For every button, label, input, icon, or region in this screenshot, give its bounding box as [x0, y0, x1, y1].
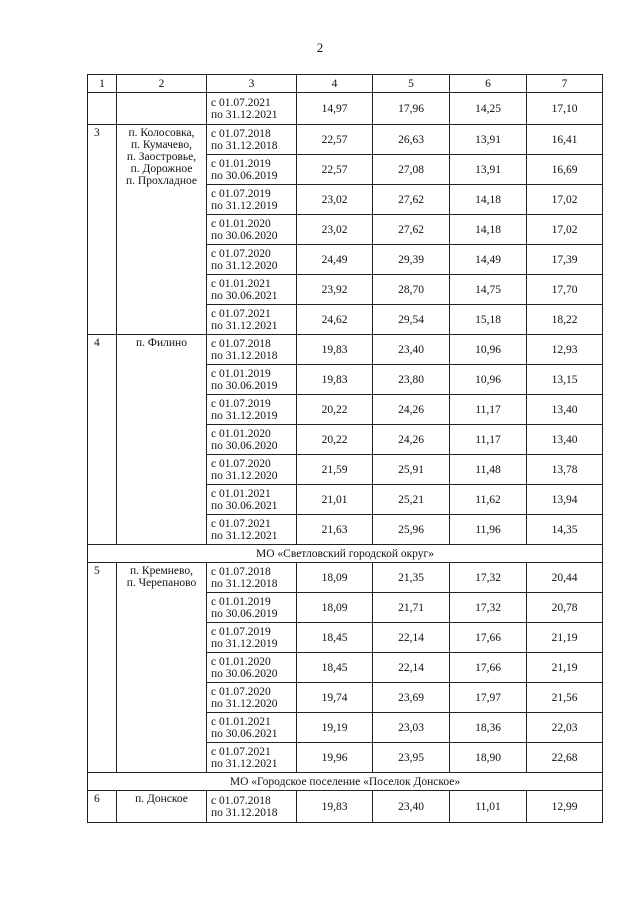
tariff-value: 16,69: [527, 155, 603, 185]
tariff-value: 14,25: [450, 93, 527, 125]
settlement-line: п. Колосовка,: [128, 127, 195, 139]
period-cell: [207, 185, 297, 215]
period-cell: [207, 791, 297, 823]
column-header: 2: [117, 75, 207, 93]
tariff-value: 23,80: [373, 365, 450, 395]
table-row: [88, 93, 603, 125]
period-to: по 31.12.2021: [211, 319, 278, 332]
tariff-value: 23,02: [297, 185, 373, 215]
period-from: с 01.01.2021: [211, 277, 271, 290]
tariff-value: 21,01: [297, 485, 373, 515]
section-row: [88, 545, 603, 563]
tariff-value: 11,17: [450, 425, 527, 455]
tariff-value: 24,26: [373, 395, 450, 425]
period-to: по 30.06.2020: [211, 439, 278, 452]
tariff-value: 23,69: [373, 683, 450, 713]
tariff-value: 23,40: [373, 791, 450, 823]
tariff-value: 17,66: [450, 623, 527, 653]
tariff-value: 11,17: [450, 395, 527, 425]
table-row: [88, 563, 603, 593]
period-to: по 31.12.2018: [211, 577, 278, 590]
period-from: с 01.01.2020: [211, 427, 271, 440]
row-number: 5: [88, 563, 117, 773]
period-from: с 01.07.2018: [211, 794, 271, 807]
tariff-value: 23,95: [373, 743, 450, 773]
period-from: с 01.07.2021: [211, 96, 271, 109]
tariff-value: 17,39: [527, 245, 603, 275]
tariff-value: 27,62: [373, 185, 450, 215]
tariff-value: 19,83: [297, 791, 373, 823]
tariff-value: 16,41: [527, 125, 603, 155]
tariff-value: 25,91: [373, 455, 450, 485]
period-to: по 31.12.2018: [211, 349, 278, 362]
column-header: 5: [373, 75, 450, 93]
tariff-value: 27,08: [373, 155, 450, 185]
column-header: 3: [207, 75, 297, 93]
tariff-value: 23,40: [373, 335, 450, 365]
tariff-value: 22,03: [527, 713, 603, 743]
tariff-value: 19,19: [297, 713, 373, 743]
tariff-value: 22,14: [373, 623, 450, 653]
tariff-value: 21,63: [297, 515, 373, 545]
tariff-value: 13,78: [527, 455, 603, 485]
period-from: с 01.07.2018: [211, 565, 271, 578]
period-cell: [207, 335, 297, 365]
period-from: с 01.07.2021: [211, 745, 271, 758]
period-cell: [207, 425, 297, 455]
tariff-value: 18,45: [297, 623, 373, 653]
period-cell: [207, 125, 297, 155]
period-cell: [207, 713, 297, 743]
period-from: с 01.07.2018: [211, 337, 271, 350]
tariff-value: 17,02: [527, 215, 603, 245]
tariff-value: 21,35: [373, 563, 450, 593]
period-from: с 01.01.2020: [211, 217, 271, 230]
period-cell: [207, 93, 297, 125]
row-number: 6: [88, 791, 117, 823]
period-to: по 31.12.2021: [211, 529, 278, 542]
period-to: по 30.06.2020: [211, 667, 278, 680]
period-cell: [207, 395, 297, 425]
period-from: с 01.01.2021: [211, 715, 271, 728]
period-to: по 30.06.2019: [211, 607, 278, 620]
tariff-value: 11,62: [450, 485, 527, 515]
period-to: по 30.06.2019: [211, 169, 278, 182]
period-to: по 31.12.2019: [211, 637, 278, 650]
tariff-value: 22,57: [297, 125, 373, 155]
period-to: по 31.12.2020: [211, 259, 278, 272]
period-cell: [207, 305, 297, 335]
tariff-value: 24,49: [297, 245, 373, 275]
period-cell: [207, 365, 297, 395]
period-to: по 31.12.2020: [211, 697, 278, 710]
tariff-value: 19,96: [297, 743, 373, 773]
period-to: по 30.06.2021: [211, 727, 278, 740]
tariff-value: 21,71: [373, 593, 450, 623]
header-row: [88, 75, 603, 93]
period-from: с 01.01.2019: [211, 595, 271, 608]
period-to: по 31.12.2019: [211, 409, 278, 422]
column-header: 4: [297, 75, 373, 93]
tariff-value: 14,75: [450, 275, 527, 305]
tariff-value: 18,09: [297, 593, 373, 623]
period-to: по 31.12.2018: [211, 806, 278, 819]
settlement-name: [117, 563, 207, 773]
tariff-value: 20,78: [527, 593, 603, 623]
period-from: с 01.07.2020: [211, 247, 271, 260]
table-row: [88, 125, 603, 155]
period-cell: [207, 215, 297, 245]
tariff-value: 19,83: [297, 335, 373, 365]
tariff-value: 20,22: [297, 425, 373, 455]
tariff-value: 14,35: [527, 515, 603, 545]
period-cell: [207, 653, 297, 683]
period-to: по 30.06.2021: [211, 289, 278, 302]
tariff-value: 28,70: [373, 275, 450, 305]
tariff-value: 11,01: [450, 791, 527, 823]
period-cell: [207, 275, 297, 305]
period-cell: [207, 245, 297, 275]
tariff-value: 20,44: [527, 563, 603, 593]
tariff-value: 22,68: [527, 743, 603, 773]
settlement-line: п. Прохладное: [125, 175, 198, 187]
settlement-name: [117, 335, 207, 545]
period-cell: [207, 593, 297, 623]
tariff-value: 18,09: [297, 563, 373, 593]
tariff-value: 15,18: [450, 305, 527, 335]
column-header: 7: [527, 75, 603, 93]
tariff-value: 21,19: [527, 653, 603, 683]
tariff-value: 13,91: [450, 155, 527, 185]
tariff-value: 17,32: [450, 593, 527, 623]
section-title: МО «Городское поселение «Поселок Донское»: [88, 773, 603, 791]
settlement-line: п. Филино: [136, 337, 187, 349]
table-row: [88, 335, 603, 365]
settlement-line: п. Заостровье,: [126, 151, 197, 163]
tariff-value: 24,62: [297, 305, 373, 335]
tariff-value: 18,45: [297, 653, 373, 683]
period-to: по 30.06.2019: [211, 379, 278, 392]
tariff-value: 17,66: [450, 653, 527, 683]
period-from: с 01.01.2020: [211, 655, 271, 668]
tariff-value: 10,96: [450, 335, 527, 365]
tariff-value: 19,74: [297, 683, 373, 713]
period-cell: [207, 743, 297, 773]
period-to: по 31.12.2021: [211, 108, 278, 121]
tariff-value: 17,10: [527, 93, 603, 125]
tariff-value: 21,19: [527, 623, 603, 653]
period-cell: [207, 563, 297, 593]
tariff-value: 27,62: [373, 215, 450, 245]
column-header: 1: [88, 75, 117, 93]
tariff-table: [87, 74, 603, 823]
tariff-value: 22,14: [373, 653, 450, 683]
section-row: [88, 773, 603, 791]
period-from: с 01.07.2019: [211, 187, 271, 200]
tariff-value: 13,91: [450, 125, 527, 155]
period-to: по 31.12.2018: [211, 139, 278, 152]
tariff-value: 23,03: [373, 713, 450, 743]
period-from: с 01.07.2019: [211, 397, 271, 410]
tariff-value: 12,93: [527, 335, 603, 365]
tariff-value: 25,21: [373, 485, 450, 515]
tariff-value: 14,18: [450, 185, 527, 215]
tariff-value: 29,39: [373, 245, 450, 275]
period-to: по 31.12.2021: [211, 757, 278, 770]
tariff-value: 18,90: [450, 743, 527, 773]
row-number: [88, 93, 117, 125]
tariff-value: 19,83: [297, 365, 373, 395]
tariff-value: 17,02: [527, 185, 603, 215]
period-cell: [207, 683, 297, 713]
tariff-value: 11,96: [450, 515, 527, 545]
tariff-value: 10,96: [450, 365, 527, 395]
tariff-value: 13,15: [527, 365, 603, 395]
period-cell: [207, 515, 297, 545]
period-from: с 01.07.2018: [211, 127, 271, 140]
period-from: с 01.07.2019: [211, 625, 271, 638]
period-cell: [207, 455, 297, 485]
tariff-value: 22,57: [297, 155, 373, 185]
period-from: с 01.07.2021: [211, 307, 271, 320]
section-title: МО «Светловский городской округ»: [88, 545, 603, 563]
tariff-value: 13,94: [527, 485, 603, 515]
tariff-value: 13,40: [527, 395, 603, 425]
row-number: 3: [88, 125, 117, 335]
tariff-value: 17,96: [373, 93, 450, 125]
tariff-value: 26,63: [373, 125, 450, 155]
tariff-value: 17,32: [450, 563, 527, 593]
settlement-line: п. Донское: [135, 793, 188, 805]
tariff-value: 11,48: [450, 455, 527, 485]
tariff-value: 20,22: [297, 395, 373, 425]
period-to: по 31.12.2020: [211, 469, 278, 482]
period-cell: [207, 485, 297, 515]
period-from: с 01.01.2021: [211, 487, 271, 500]
settlement-name: [117, 93, 207, 125]
tariff-value: 21,56: [527, 683, 603, 713]
table-row: [88, 791, 603, 823]
tariff-value: 13,40: [527, 425, 603, 455]
tariff-value: 12,99: [527, 791, 603, 823]
period-from: с 01.07.2020: [211, 685, 271, 698]
tariff-value: 21,59: [297, 455, 373, 485]
tariff-value: 18,36: [450, 713, 527, 743]
period-to: по 31.12.2019: [211, 199, 278, 212]
tariff-value: 17,70: [527, 275, 603, 305]
tariff-value: 14,97: [297, 93, 373, 125]
page-number: 2: [316, 40, 324, 55]
period-cell: [207, 155, 297, 185]
period-from: с 01.07.2020: [211, 457, 271, 470]
period-from: с 01.01.2019: [211, 157, 271, 170]
period-to: по 30.06.2021: [211, 499, 278, 512]
tariff-value: 25,96: [373, 515, 450, 545]
tariff-value: 24,26: [373, 425, 450, 455]
column-header: 6: [450, 75, 527, 93]
tariff-value: 14,49: [450, 245, 527, 275]
period-from: с 01.07.2021: [211, 517, 271, 530]
tariff-value: 14,18: [450, 215, 527, 245]
tariff-value: 29,54: [373, 305, 450, 335]
row-number: 4: [88, 335, 117, 545]
settlement-line: п. Кумачево,: [130, 139, 192, 151]
settlement-name: [117, 125, 207, 335]
settlement-line: п. Кремнево,: [130, 565, 193, 577]
tariff-value: 17,97: [450, 683, 527, 713]
period-cell: [207, 623, 297, 653]
tariff-value: 23,02: [297, 215, 373, 245]
period-to: по 30.06.2020: [211, 229, 278, 242]
settlement-line: п. Дорожное: [130, 163, 193, 175]
settlement-name: [117, 791, 207, 823]
tariff-value: 23,92: [297, 275, 373, 305]
tariff-value: 18,22: [527, 305, 603, 335]
period-from: с 01.01.2019: [211, 367, 271, 380]
settlement-line: п. Черепаново: [126, 577, 197, 589]
